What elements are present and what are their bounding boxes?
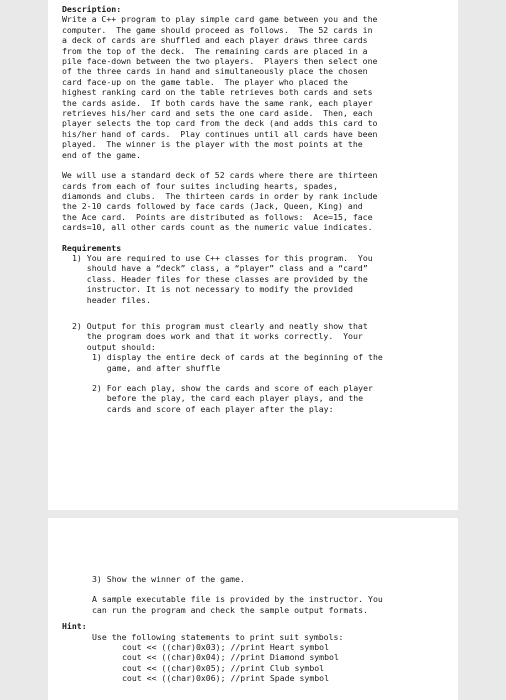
requirement-line: cards and score of each player after the play: <box>92 403 334 414</box>
sample-line: A sample executable file is provided by the instructor. You <box>92 594 383 605</box>
document-page-1 <box>48 0 458 510</box>
requirement-2-sub-1 <box>62 352 458 373</box>
requirement-line: game, and after shuffle <box>92 362 221 373</box>
deck-line: cards from each of four suites including hearts, spades, <box>62 180 339 191</box>
description-line: the cards aside. If both cards have the same rank, each player <box>62 97 373 108</box>
description-line: from the top of the deck. The remaining cards are placed in a <box>62 45 368 56</box>
code-line: cout << ((char)0x04); //print Diamond symbol <box>122 652 339 663</box>
deck-line: cards=10, all other cards count as the numeric value indicates. <box>62 222 373 233</box>
code-line: cout << ((char)0x06); //print Spade symbol <box>122 673 330 684</box>
sample-line: can run the program and check the sample output formats. <box>92 604 369 615</box>
requirement-1 <box>62 253 458 305</box>
deck-line: diamonds and clubs. The thirteen cards in order by rank include <box>62 190 378 201</box>
requirement-line: 1) display the entire deck of cards at the beginning of the <box>92 352 383 363</box>
requirement-line: 2) Output for this program must clearly and neatly show that <box>72 320 368 331</box>
requirement-line: the program does work and that it works correctly. Your <box>72 331 363 342</box>
description-heading: Description: <box>62 4 122 14</box>
hint-heading: Hint: <box>62 621 87 632</box>
deck-line: the Ace card. Points are distributed as follows: Ace=15, face <box>62 211 373 222</box>
requirement-2 <box>62 321 458 352</box>
requirement-line: 2) For each play, show the cards and score of each player <box>92 383 373 393</box>
requirement-line: header files. <box>72 294 151 305</box>
deck-line: We will use a standard deck of 52 cards where there are thirteen <box>62 170 378 181</box>
requirement-line: output should: <box>72 341 156 352</box>
description-line: Write a C++ program to play simple card game between you and the <box>62 14 378 25</box>
requirement-2-sub-2 <box>62 383 458 414</box>
deck-line: the 2-10 cards followed by face cards (Jack, Queen, King) and <box>62 201 363 212</box>
deck-paragraph <box>62 170 458 232</box>
description-line: computer. The game should proceed as follows. The 52 cards in <box>62 24 373 35</box>
requirement-3: 3) Show the winner of the game. <box>92 574 245 584</box>
code-line: cout << ((char)0x03); //print Heart symbol <box>122 642 330 653</box>
description-line: of the three cards in hand and simultaneously place the chosen <box>62 66 368 77</box>
description-line: player selects the top card from the deck (and adds this card to <box>62 118 378 129</box>
requirements-heading: Requirements <box>62 242 122 253</box>
description-paragraph <box>62 14 458 160</box>
requirement-line: before the play, the card each player plays, and the <box>92 393 364 404</box>
description-line: played. The winner is the player with the most points at the <box>62 139 363 150</box>
description-line: highest ranking card on the table retrieves both cards and sets <box>62 87 373 98</box>
sample-paragraph <box>62 594 458 615</box>
requirement-line: instructor. It is not necessary to modify the provided <box>72 284 353 295</box>
requirement-line: 1) You are required to use C++ classes for this program. You <box>72 252 373 263</box>
requirement-line: should have a “deck” class, a “player” class and a “card” <box>72 263 368 274</box>
description-line: his/her hand of cards. Play continues until all cards have been <box>62 128 378 139</box>
description-line: a deck of cards are shuffled and each player draws three cards <box>62 35 368 46</box>
description-line: retrieves his/her card and sets the one card aside. Then, each <box>62 108 373 119</box>
hint-intro: Use the following statements to print suit symbols: <box>92 631 344 642</box>
document-page-2 <box>48 518 458 700</box>
code-line: cout << ((char)0x05); //print Club symbol <box>122 662 325 673</box>
requirement-line: class. Header files for these classes are provided by the <box>72 273 368 284</box>
code-block <box>62 642 458 684</box>
description-line: card face-up on the game table. The player who placed the <box>62 76 348 87</box>
description-line: end of the game. <box>62 149 141 160</box>
description-line: pile face-down between the two players. Players then select one <box>62 56 378 67</box>
